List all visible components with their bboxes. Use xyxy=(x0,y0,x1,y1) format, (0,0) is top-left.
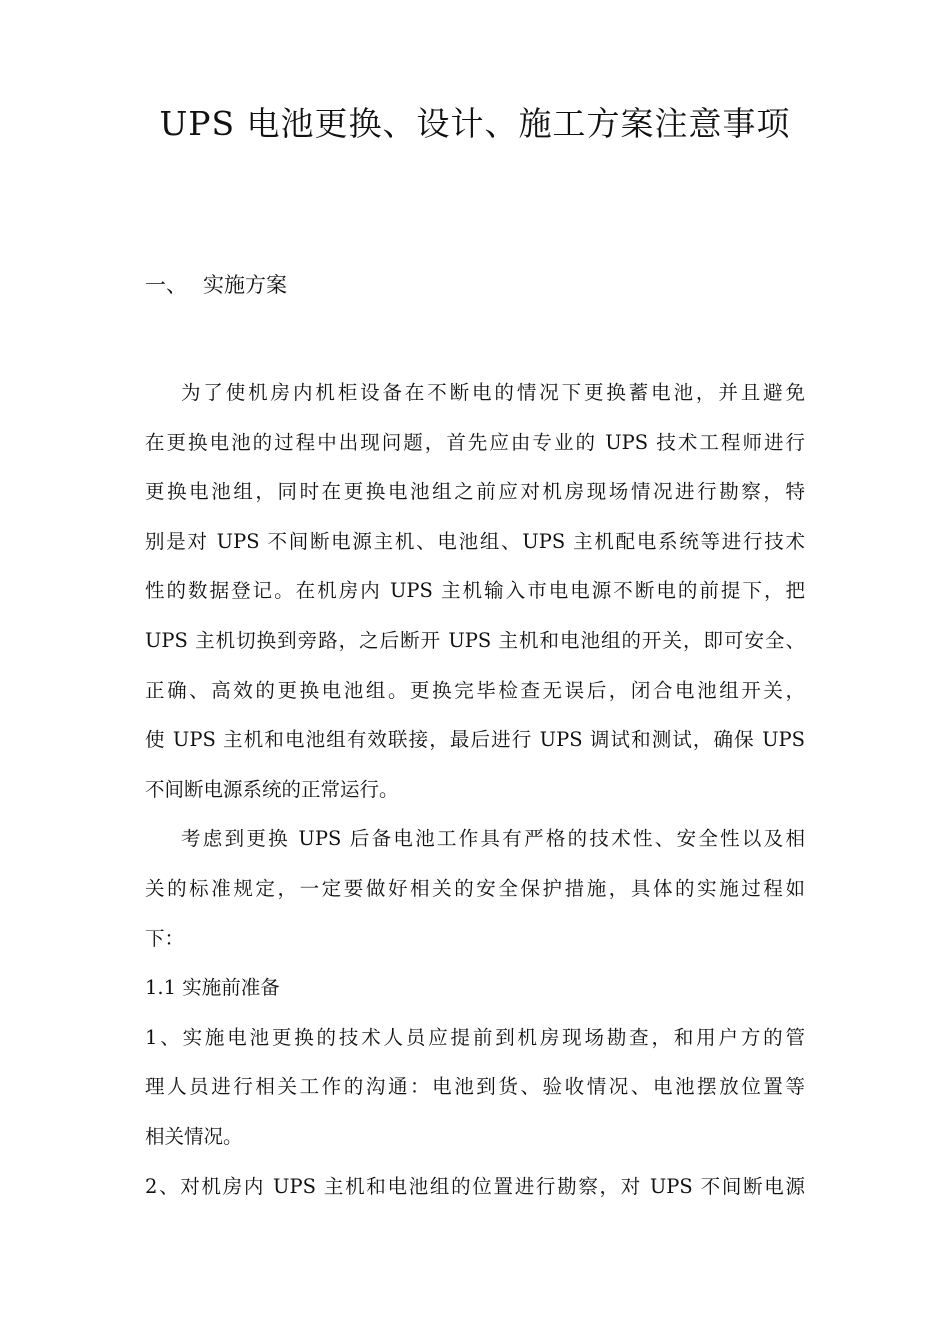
document-title: UPS 电池更换、设计、施工方案注意事项 xyxy=(159,104,791,143)
paragraph-line: 2、对机房内 UPS 主机和电池组的位置进行勘察，对 UPS 不间断电源 xyxy=(145,1174,805,1198)
paragraph-line: 别是对 UPS 不间断电源主机、电池组、UPS 主机配电系统等进行技术 xyxy=(145,529,805,553)
paragraph-line: 下： xyxy=(145,926,185,950)
paragraph-line: 正确、高效的更换电池组。更换完毕检查无误后，闭合电池组开关， xyxy=(145,678,805,702)
paragraph-line: 不间断电源系统的正常运行。 xyxy=(145,777,399,801)
paragraph-line: 理人员进行相关工作的沟通：电池到货、验收情况、电池摆放位置等 xyxy=(145,1075,805,1099)
paragraph-line: 为了使机房内机柜设备在不断电的情况下更换蓄电池，并且避免 xyxy=(181,381,805,404)
paragraph-line: 性的数据登记。在机房内 UPS 主机输入市电电源不断电的前提下，把 xyxy=(145,579,805,603)
paragraph-line: 使 UPS 主机和电池组有效联接，最后进行 UPS 调试和测试，确保 UPS xyxy=(145,728,805,752)
section-heading xyxy=(145,268,287,302)
paragraph-line: 考虑到更换 UPS 后备电池工作具有严格的技术性、安全性以及相 xyxy=(181,827,805,851)
paragraph-line: 更换电池组，同时在更换电池组之前应对机房现场情况进行勘察，特 xyxy=(145,480,805,504)
body-text xyxy=(145,368,805,1211)
paragraph-line: 在更换电池的过程中出现问题，首先应由专业的 UPS 技术工程师进行 xyxy=(145,430,805,454)
paragraph-line: 1、实施电池更换的技术人员应提前到机房现场勘查，和用户方的管 xyxy=(145,1025,805,1049)
paragraph-line: 关的标准规定，一定要做好相关的安全保护措施，具体的实施过程如 xyxy=(145,876,805,900)
paragraph-line: 相关情况。 xyxy=(145,1124,243,1148)
paragraph-line: UPS 主机切换到旁路，之后断开 UPS 主机和电池组的开关，即可安全、 xyxy=(145,628,805,652)
section-number: 一、 xyxy=(145,273,187,297)
subsection-heading: 1.1 实施前准备 xyxy=(145,976,280,1000)
section-label: 实施方案 xyxy=(203,273,287,297)
